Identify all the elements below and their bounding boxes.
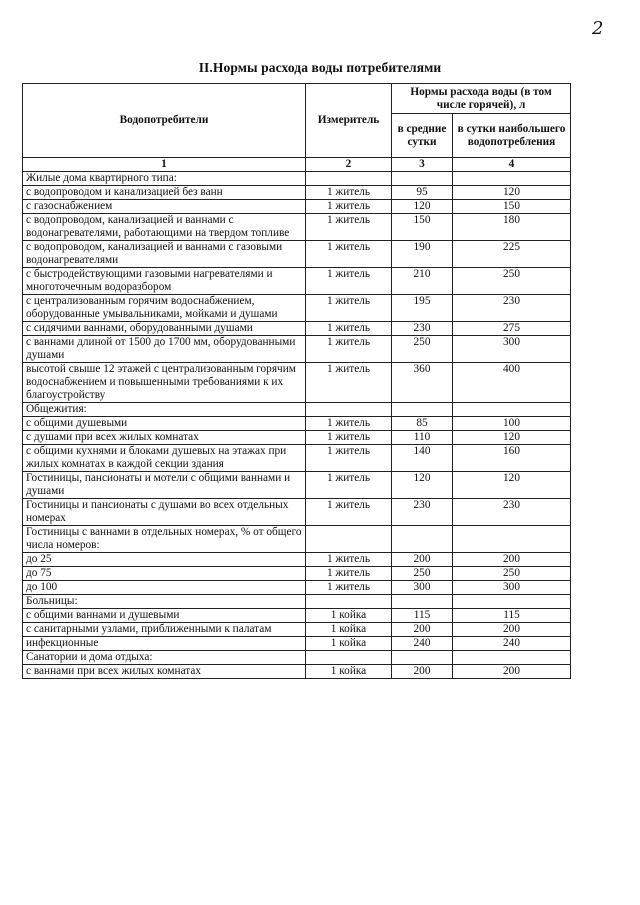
unit-cell: [306, 403, 392, 417]
avg-cell: 195: [392, 295, 453, 322]
avg-cell: 300: [392, 581, 453, 595]
avg-cell: [392, 595, 453, 609]
consumer-cell: с ваннами при всех жилых комнатах: [23, 665, 306, 679]
max-cell: 120: [453, 472, 571, 499]
unit-cell: 1 койка: [306, 637, 392, 651]
max-cell: 200: [453, 665, 571, 679]
max-cell: 180: [453, 214, 571, 241]
max-cell: [453, 403, 571, 417]
page-title: II.Нормы расхода воды потребителями: [198, 60, 442, 75]
consumer-cell: с санитарными узлами, приближенными к палатам: [23, 623, 306, 637]
max-cell: 115: [453, 609, 571, 623]
unit-cell: 1 житель: [306, 553, 392, 567]
consumer-cell: Гостиницы и пансионаты с душами во всех отдельных номерах: [23, 499, 306, 526]
unit-cell: [306, 651, 392, 665]
unit-cell: 1 житель: [306, 417, 392, 431]
group-label: Санатории и дома отдыха:: [23, 651, 306, 665]
group-row: [23, 526, 571, 553]
group-label: Больницы:: [23, 595, 306, 609]
consumer-cell: с газоснабжением: [23, 200, 306, 214]
table-row: [23, 295, 571, 322]
consumer-cell: с быстродействующими газовыми нагревателями и многоточечным водоразбором: [23, 268, 306, 295]
group-row: [23, 403, 571, 417]
max-cell: [453, 595, 571, 609]
unit-cell: 1 житель: [306, 241, 392, 268]
table-row: [23, 336, 571, 363]
table-row: [23, 472, 571, 499]
max-cell: [453, 651, 571, 665]
group-row: [23, 595, 571, 609]
avg-cell: 230: [392, 322, 453, 336]
max-cell: 250: [453, 268, 571, 295]
max-cell: 230: [453, 499, 571, 526]
unit-cell: [306, 172, 392, 186]
unit-cell: 1 койка: [306, 609, 392, 623]
col-number: 1: [23, 158, 306, 172]
avg-cell: 95: [392, 186, 453, 200]
unit-cell: [306, 595, 392, 609]
consumer-cell: инфекционные: [23, 637, 306, 651]
unit-cell: 1 житель: [306, 200, 392, 214]
header-unit: Измеритель: [306, 84, 392, 158]
consumer-cell: высотой свыше 12 этажей с централизованным горячим водоснабжением и повышенными требованиями к их благоустройству: [23, 363, 306, 403]
table-row: [23, 553, 571, 567]
consumer-cell: с сидячими ваннами, оборудованными душами: [23, 322, 306, 336]
consumer-cell: с водопроводом, канализацией и ваннами с водонагревателями, работающими на твердом топливе: [23, 214, 306, 241]
avg-cell: 230: [392, 499, 453, 526]
unit-cell: 1 житель: [306, 186, 392, 200]
table-row: [23, 363, 571, 403]
table-row: [23, 186, 571, 200]
water-norms-table: [22, 83, 571, 679]
group-row: [23, 651, 571, 665]
unit-cell: 1 житель: [306, 214, 392, 241]
table-row: [23, 665, 571, 679]
avg-cell: 360: [392, 363, 453, 403]
unit-cell: 1 житель: [306, 445, 392, 472]
max-cell: 225: [453, 241, 571, 268]
table-row: [23, 214, 571, 241]
avg-cell: 250: [392, 336, 453, 363]
table-row: [23, 268, 571, 295]
max-cell: 300: [453, 336, 571, 363]
avg-cell: [392, 403, 453, 417]
header-norms: Нормы расхода воды (в том числе горячей), л: [392, 84, 571, 114]
consumer-cell: с общими ваннами и душевыми: [23, 609, 306, 623]
unit-cell: [306, 526, 392, 553]
unit-cell: 1 койка: [306, 623, 392, 637]
avg-cell: 120: [392, 200, 453, 214]
unit-cell: 1 койка: [306, 665, 392, 679]
consumer-cell: с общими душевыми: [23, 417, 306, 431]
consumer-cell: с централизованным горячим водоснабжением, оборудованные умывальниками, мойками и душами: [23, 295, 306, 322]
table-row: [23, 200, 571, 214]
max-cell: 240: [453, 637, 571, 651]
unit-cell: 1 житель: [306, 322, 392, 336]
table-row: [23, 445, 571, 472]
group-label: Жилые дома квартирного типа:: [23, 172, 306, 186]
max-cell: 100: [453, 417, 571, 431]
avg-cell: 115: [392, 609, 453, 623]
unit-cell: 1 житель: [306, 472, 392, 499]
unit-cell: 1 житель: [306, 431, 392, 445]
table-row: [23, 623, 571, 637]
max-cell: 160: [453, 445, 571, 472]
consumer-cell: с водопроводом и канализацией без ванн: [23, 186, 306, 200]
max-cell: [453, 526, 571, 553]
header-consumers: Водопотребители: [23, 84, 306, 158]
avg-cell: 200: [392, 553, 453, 567]
avg-cell: [392, 526, 453, 553]
table-row: [23, 567, 571, 581]
unit-cell: 1 житель: [306, 363, 392, 403]
max-cell: 150: [453, 200, 571, 214]
avg-cell: 120: [392, 472, 453, 499]
table-row: [23, 499, 571, 526]
consumer-cell: до 100: [23, 581, 306, 595]
table-body: [23, 172, 571, 679]
table-row: [23, 581, 571, 595]
consumer-cell: с душами при всех жилых комнатах: [23, 431, 306, 445]
page-number: 2: [592, 18, 604, 39]
max-cell: 300: [453, 581, 571, 595]
max-cell: 120: [453, 186, 571, 200]
consumer-cell: до 75: [23, 567, 306, 581]
unit-cell: 1 житель: [306, 499, 392, 526]
consumer-cell: до 25: [23, 553, 306, 567]
group-label: Гостиницы с ваннами в отдельных номерах, % от общего числа номеров:: [23, 526, 306, 553]
max-cell: 120: [453, 431, 571, 445]
avg-cell: 250: [392, 567, 453, 581]
max-cell: 275: [453, 322, 571, 336]
unit-cell: 1 житель: [306, 295, 392, 322]
avg-cell: 190: [392, 241, 453, 268]
max-cell: 230: [453, 295, 571, 322]
group-row: [23, 172, 571, 186]
col-number: 4: [453, 158, 571, 172]
avg-cell: 110: [392, 431, 453, 445]
col-number: 3: [392, 158, 453, 172]
consumer-cell: с ваннами длиной от 1500 до 1700 мм, оборудованными душами: [23, 336, 306, 363]
consumer-cell: с общими кухнями и блоками душевых на этажах при жилых комнатах в каждой секции здания: [23, 445, 306, 472]
avg-cell: 140: [392, 445, 453, 472]
header-avg-day: в средние сутки: [392, 114, 453, 158]
table-row: [23, 609, 571, 623]
max-cell: [453, 172, 571, 186]
avg-cell: [392, 172, 453, 186]
avg-cell: [392, 651, 453, 665]
unit-cell: 1 житель: [306, 268, 392, 295]
avg-cell: 200: [392, 665, 453, 679]
group-label: Общежития:: [23, 403, 306, 417]
max-cell: 200: [453, 623, 571, 637]
unit-cell: 1 житель: [306, 581, 392, 595]
max-cell: 200: [453, 553, 571, 567]
avg-cell: 85: [392, 417, 453, 431]
avg-cell: 240: [392, 637, 453, 651]
table-row: [23, 417, 571, 431]
table-row: [23, 637, 571, 651]
table-row: [23, 241, 571, 268]
avg-cell: 200: [392, 623, 453, 637]
max-cell: 250: [453, 567, 571, 581]
avg-cell: 150: [392, 214, 453, 241]
avg-cell: 210: [392, 268, 453, 295]
consumer-cell: с водопроводом, канализацией и ваннами с газовыми водонагревателями: [23, 241, 306, 268]
table-row: [23, 322, 571, 336]
consumer-cell: Гостиницы, пансионаты и мотели с общими ваннами и душами: [23, 472, 306, 499]
table-row: [23, 431, 571, 445]
max-cell: 400: [453, 363, 571, 403]
header-max-day: в сутки наибольшего водопотребления: [453, 114, 571, 158]
unit-cell: 1 житель: [306, 567, 392, 581]
unit-cell: 1 житель: [306, 336, 392, 363]
col-number: 2: [306, 158, 392, 172]
